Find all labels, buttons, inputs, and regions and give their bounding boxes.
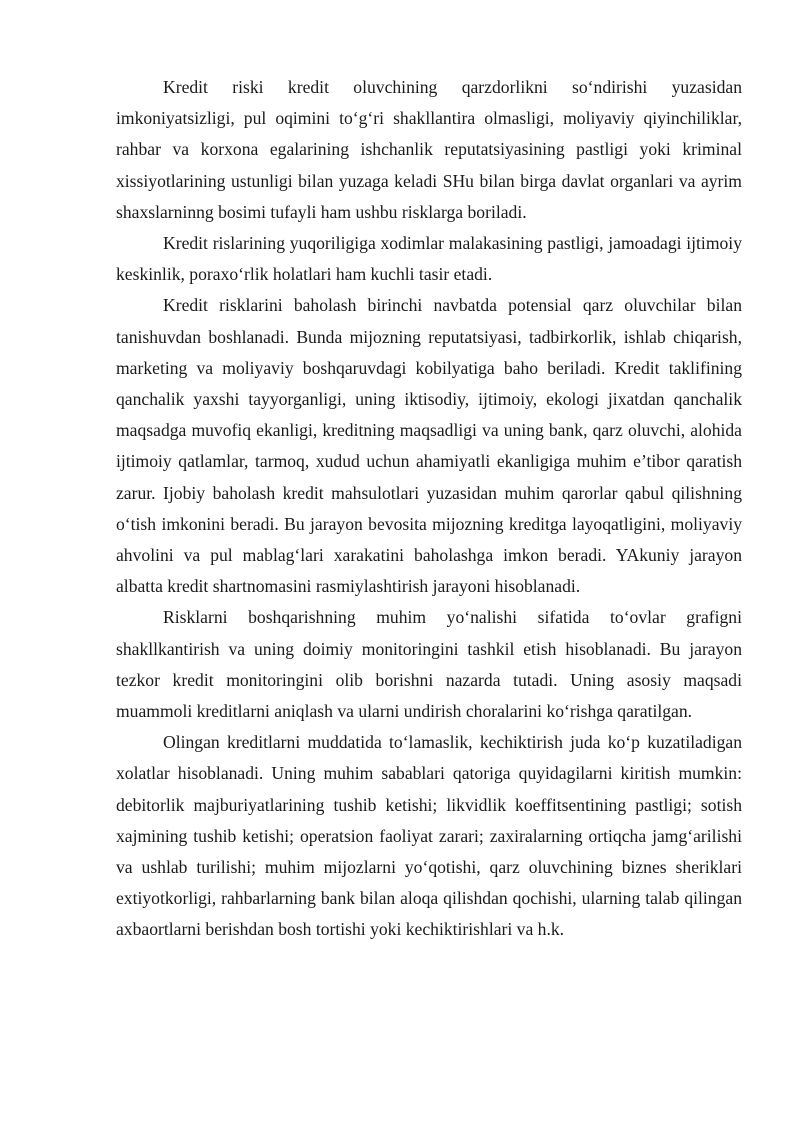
paragraph-credit-risk-factors: Kredit rislarining yuqoriligiga xodimlar malakasining pastligi, jamoadagi ijtimoiy keskinlik, poraxo‘rlik holatlari ham kuchli tasir etadi. xyxy=(116,233,742,285)
paragraph-late-payment-reasons: Olingan kreditlarni muddatida to‘lamaslik, kechiktirish juda ko‘p kuzatiladigan xolatlar hisoblanadi. Uning muhim sabablari qatoriga quyidagilarni kiritish mumkin: debitorlik majburiyatlarining tushib ketishi; likvidlik koeffitsentining pastligi; sotish xajmining tushib ketishi; operatsion faoliyat zarari; zaxiralarning ortiqcha jamg‘arilishi va ushlab turilishi; muhim mijozlarni yo‘qotishi, qarz oluvchining biznes sheriklari extiyotkorligi, rahbarlarning bank bilan aloqa qilishdan qochishi, ularning talab qilingan axbaortlarni berishdan bosh tortishi yoki kechiktirishlari va h.k. xyxy=(116,732,742,940)
paragraph-credit-risk-causes: Kredit riski kredit oluvchining qarzdorlikni so‘ndirishi yuzasidan imkoniyatsizligi, pul oqimini to‘g‘ri shakllantira olmasligi, moliyaviy qiyinchiliklar, rahbar va korxona egalarining ishchanlik reputatsiyasining pastligi yoki kriminal xissiyotlarining ustunligi bilan yuzaga keladi SHu bilan birga davlat organlari va ayrim shaxslarninng bosimi tufayli ham ushbu risklarga boriladi. xyxy=(116,77,742,222)
paragraph-risk-management-monitoring: Risklarni boshqarishning muhim yo‘nalishi sifatida to‘ovlar grafigni shakllkantirish va uning doimiy monitoringini tashkil etish hisoblanadi. Bu jarayon tezkor kredit monitoringini olib borishni nazarda tutadi. Uning asosiy maqsadi muammoli kreditlarni aniqlash va ularni undirish choralarini ko‘rishga qaratilgan. xyxy=(116,607,742,722)
paragraph-credit-risk-assessment: Kredit risklarini baholash birinchi navbatda potensial qarz oluvchilar bilan tanishuvdan boshlanadi. Bunda mijozning reputatsiyasi, tadbirkorlik, ishlab chiqarish, marketing va moliyaviy boshqaruvdagi kobilyatiga baho beriladi. Kredit taklifining qanchalik yaxshi tayyorganligi, uning iktisodiy, ijtimoiy, ekologi jixatdan qanchalik maqsadga muvofiq ekanligi, kreditning maqsadligi va uning bank, qarz oluvchi, alohida ijtimoiy qatlamlar, tarmoq, xudud uchun ahamiyatli ekanligiga muhim e’tibor qaratish zarur. Ijobiy baholash kredit mahsulotlari yuzasidan muhim qarorlar qabul qilishning o‘tish imkonini beradi. Bu jarayon bevosita mijozning kreditga layoqatligini, moliyaviy ahvolini va pul mablag‘lari xarakatini baholashga imkon beradi. YAkuniy jarayon albatta kredit shartnomasini rasmiylashtirish jarayoni hisoblanadi. xyxy=(116,295,742,597)
document-page xyxy=(116,72,742,946)
